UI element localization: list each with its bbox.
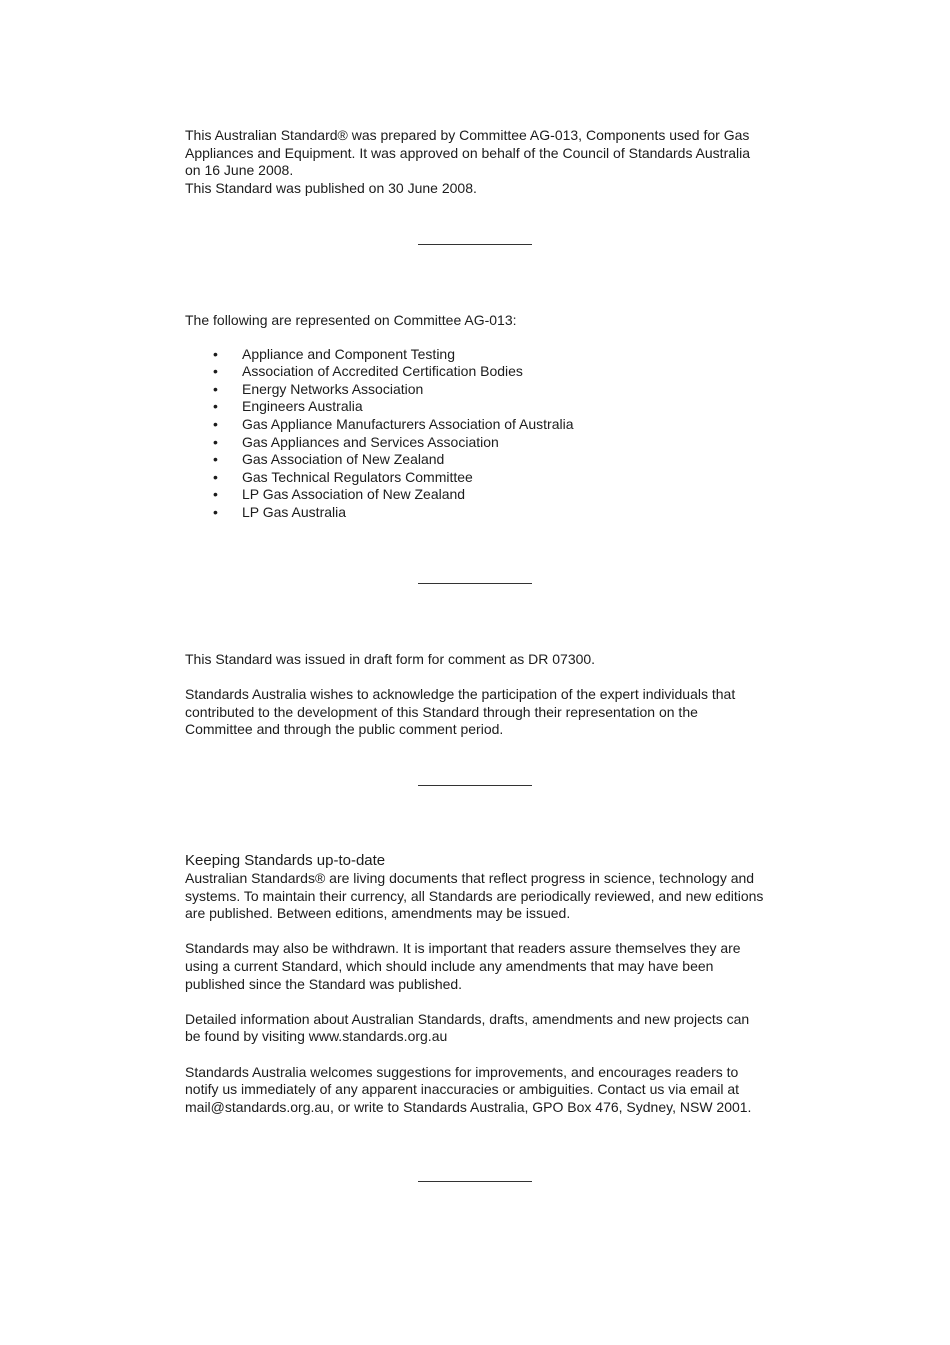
committee-member-list [185,346,770,522]
list-item [185,416,770,434]
list-item [185,346,770,364]
member-name: Association of Accredited Certification Bodies [242,363,523,380]
p3-line-2 [185,1028,770,1046]
p4-line-1: Standards Australia welcomes suggestions for improvements, and encourages readers to [185,1063,739,1080]
p4-line-3 [185,1099,770,1117]
keeping-standards-section [185,852,770,1116]
bullet-icon: • [213,486,218,503]
member-name: LP Gas Association of New Zealand [242,486,466,503]
p2-line-2: using a current Standard, which should include any amendments that may have been [185,957,714,974]
p4-line-2: notify us immediately of any apparent inaccuracies or ambiguities. Contact us via email at [185,1081,740,1098]
bullet-icon: • [213,503,218,520]
list-item [185,381,770,399]
bullet-icon: • [213,398,218,415]
member-name: Gas Appliance Manufacturers Association of Australia [242,415,574,432]
p2-line-1: Standards may also be withdrawn. It is important that readers assure themselves they are [185,940,741,957]
section-divider [418,785,532,786]
member-name: Gas Appliances and Services Association [242,433,499,450]
member-name: Appliance and Component Testing [242,345,456,362]
member-name: Energy Networks Association [242,380,424,397]
member-name: LP Gas Australia [242,503,347,520]
bullet-icon: • [213,380,218,397]
committee-representation [185,312,770,522]
p1-line-2: systems. To maintain their currency, all Standards are periodically reviewed, and new editions [185,887,764,904]
bullet-icon: • [213,415,218,432]
prepared-line-2: Appliances and Equipment. It was approved on behalf of the Council of Standards Australia [185,144,751,161]
list-item [185,363,770,381]
bullet-icon: • [213,451,218,468]
p3-line-2-text: be found by visiting [185,1028,309,1045]
published-date: This Standard was published on 30 June 2008. [185,179,477,196]
ack-line-1: Standards Australia wishes to acknowledge the participation of the expert individuals that [185,686,736,703]
member-name: Engineers Australia [242,398,363,415]
draft-issued: This Standard was issued in draft form for comment as DR 07300. [185,651,596,667]
section-heading: Keeping Standards up-to-date [185,852,386,869]
committee-intro: The following are represented on Committee AG-013: [185,312,517,328]
bullet-icon: • [213,363,218,380]
ack-line-2: contributed to the development of this Standard through their representation on the [185,703,698,720]
prepared-line-3: on 16 June 2008. [185,162,294,179]
email-link[interactable]: mail@standards.org.au [185,1098,330,1115]
preparation-statement [185,127,770,197]
p4-line-3-text: , or write to Standards Australia, GPO Box 476, Sydney, NSW 2001. [329,1098,752,1115]
bullet-icon: • [213,468,218,485]
website-link[interactable]: www.standards.org.au [308,1028,448,1045]
section-divider [418,583,532,584]
section-divider [418,244,532,245]
section-divider [418,1181,532,1182]
list-item [185,434,770,452]
list-item [185,398,770,416]
draft-acknowledgement [185,651,770,739]
p1-line-3: are published. Between editions, amendments may be issued. [185,905,571,922]
p1-line-1: Australian Standards® are living documents that reflect progress in science, technology and [185,870,755,886]
list-item [185,451,770,469]
bullet-icon: • [213,433,218,450]
prepared-line-1: This Australian Standard® was prepared by Committee AG-013, Components used for Gas [185,127,750,143]
member-name: Gas Association of New Zealand [242,451,445,468]
list-item [185,504,770,522]
bullet-icon: • [213,345,218,362]
list-item [185,469,770,487]
list-item [185,486,770,504]
ack-line-3: Committee and through the public comment period. [185,721,504,738]
p2-line-3: published since the Standard was published. [185,975,463,992]
member-name: Gas Technical Regulators Committee [242,468,473,485]
p3-line-1: Detailed information about Australian Standards, drafts, amendments and new projects can [185,1010,750,1027]
